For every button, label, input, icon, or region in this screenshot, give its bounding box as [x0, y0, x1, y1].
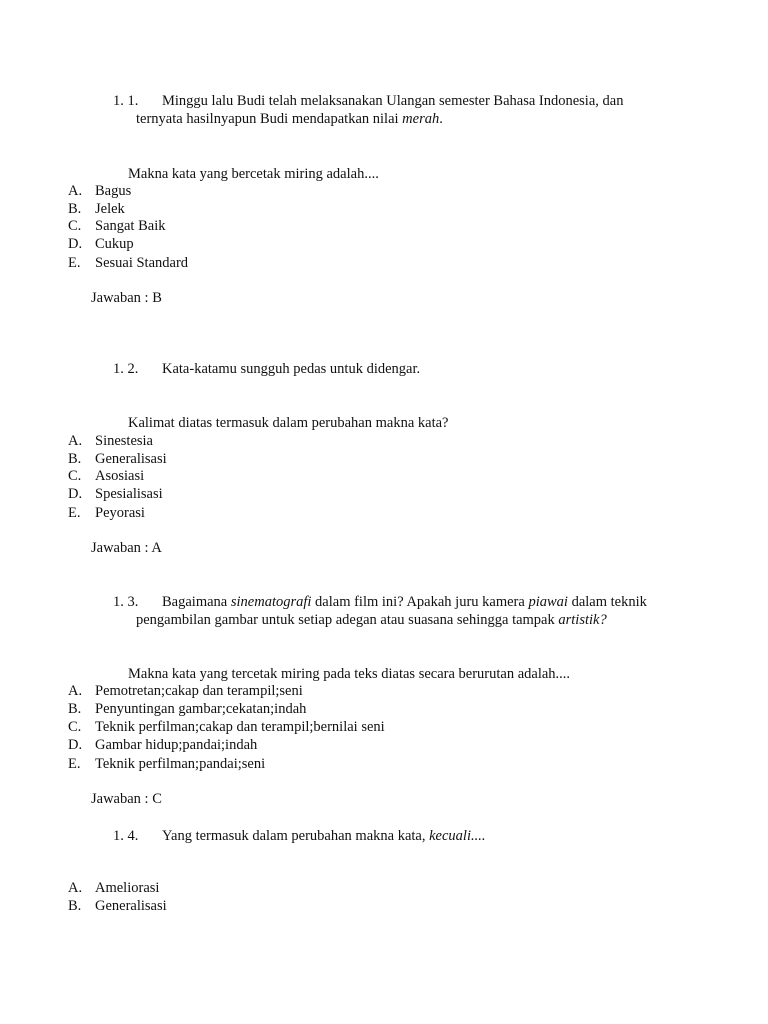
option-letter: C. — [68, 218, 82, 234]
option-letter: E. — [68, 255, 81, 271]
option-text: Asosiasi — [95, 468, 145, 484]
option-letter: B. — [68, 701, 82, 717]
question-stem: Kalimat diatas termasuk dalam perubahan makna kata? — [128, 415, 449, 431]
question-number: 1. 4. — [113, 828, 139, 844]
option-text: Generalisasi — [95, 451, 167, 467]
option-text: Generalisasi — [95, 898, 167, 914]
italic-word: merah — [402, 111, 440, 127]
answer-key: Jawaban : B — [91, 290, 162, 306]
option-text: Ameliorasi — [95, 880, 160, 896]
option-letter: C. — [68, 468, 82, 484]
option-letter: E. — [68, 756, 81, 772]
option-letter: D. — [68, 236, 83, 252]
option-letter: A. — [68, 433, 83, 449]
option-letter: D. — [68, 737, 83, 753]
question-text-line1: Kata-katamu sungguh pedas untuk didengar. — [162, 361, 421, 377]
option-letter: D. — [68, 486, 83, 502]
option-letter: A. — [68, 880, 83, 896]
option-text: Cukup — [95, 236, 134, 252]
option-text: Pemotretan;cakap dan terampil;seni — [95, 683, 303, 699]
option-letter: E. — [68, 505, 81, 521]
option-text: Penyuntingan gambar;cekatan;indah — [95, 701, 307, 717]
option-text: Bagus — [95, 183, 132, 199]
option-letter: B. — [68, 201, 82, 217]
option-text: Sangat Baik — [95, 218, 166, 234]
option-text: Teknik perfilman;cakap dan terampil;bernilai seni — [95, 719, 385, 735]
question-number: 1. 2. — [113, 361, 139, 377]
question-number: 1. 1. — [113, 93, 139, 109]
option-text: Jelek — [95, 201, 125, 217]
italic-word: artistik? — [558, 612, 607, 628]
question-text-line1: Yang termasuk dalam perubahan makna kata, kecuali.... — [162, 828, 486, 844]
option-text: Sesuai Standard — [95, 255, 189, 271]
answer-key: Jawaban : A — [91, 540, 162, 556]
option-letter: C. — [68, 719, 82, 735]
question-text-line1: Minggu lalu Budi telah melaksanakan Ulangan semester Bahasa Indonesia, dan — [162, 93, 624, 109]
option-letter: A. — [68, 683, 83, 699]
question-number: 1. 3. — [113, 594, 139, 610]
italic-word: sinematografi — [230, 594, 312, 610]
option-text: Teknik perfilman;pandai;seni — [95, 756, 266, 772]
option-text: Spesialisasi — [95, 486, 163, 502]
option-letter: B. — [68, 898, 82, 914]
question-text-line2: ternyata hasilnyapun Budi mendapatkan nilai merah. — [136, 111, 443, 127]
italic-word: kecuali.... — [429, 828, 486, 844]
italic-word: piawai — [528, 594, 568, 610]
question-stem: Makna kata yang bercetak miring adalah.... — [128, 166, 379, 182]
question-stem: Makna kata yang tercetak miring pada teks diatas secara berurutan adalah.... — [128, 666, 571, 682]
question-text-line2: pengambilan gambar untuk setiap adegan atau suasana sehingga tampak artistik? — [136, 612, 607, 628]
option-text: Gambar hidup;pandai;indah — [95, 737, 258, 753]
option-letter: A. — [68, 183, 83, 199]
option-text: Sinestesia — [95, 433, 153, 449]
question-text-line1: Bagaimana sinematografi dalam film ini? Apakah juru kamera piawai dalam teknik — [162, 594, 647, 610]
option-text: Peyorasi — [95, 505, 145, 521]
option-letter: B. — [68, 451, 82, 467]
answer-key: Jawaban : C — [91, 791, 162, 807]
